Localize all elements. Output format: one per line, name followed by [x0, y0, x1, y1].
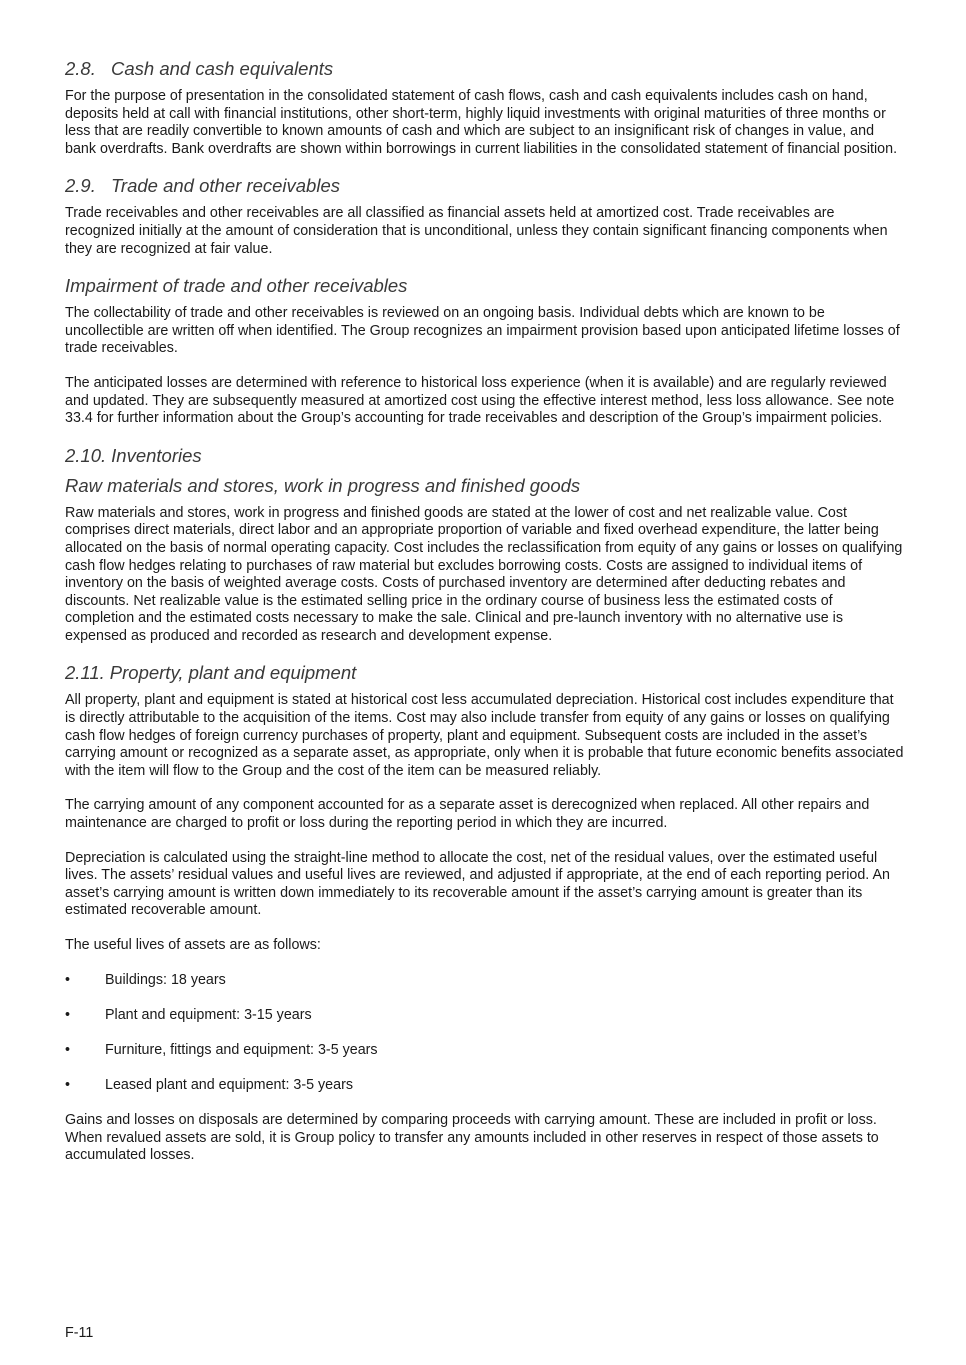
paragraph: All property, plant and equipment is stated at historical cost less accumulated depreciation. Historical cost includes expenditure that is directly attributable to the acquisition of the items. Cost may also include transfer from equity of any gains or losses on qualifying cash flow hedges of foreign currency purchases of property, plant and equipment. Subsequent costs are included in the asset’s carrying amount or recognized as a separate asset, as appropriate, only when it is probable that future economic benefits associated with the item will flow to the Group and the cost of the item can be measured reliably.	[65, 692, 904, 779]
list-item-text: Furniture, fittings and equipment: 3-5 years	[105, 1041, 378, 1058]
list-item-text: Buildings: 18 years	[105, 971, 226, 988]
subsection-title: Raw materials and stores, work in progress and finished goods	[65, 474, 581, 496]
heading-inventories	[65, 445, 905, 467]
bullet-icon: •	[65, 1076, 71, 1093]
subsection-title: Impairment of trade and other receivables	[65, 275, 408, 297]
section-number: 2.9.	[65, 175, 96, 197]
paragraph: Trade receivables and other receivables are all classified as financial assets held at amortized cost. Trade receivables are recognized initially at the amount of consideration that is unconditional, unless they contain significant financing components when they are recognized at fair value.	[65, 205, 888, 257]
paragraph: The collectability of trade and other receivables is reviewed on an ongoing basis. Individual debts which are known to be uncollectible are written off when identified. The Group recognizes an impairment provision based upon anticipated lifetime losses of trade receivables.	[65, 305, 900, 357]
page-number: F-11	[65, 1325, 94, 1341]
list-item	[65, 1042, 905, 1060]
paragraph: The carrying amount of any component accounted for as a separate asset is derecognized when replaced. All other repairs and maintenance are charged to profit or loss during the reporting period in which they are incurred.	[65, 797, 870, 832]
paragraph: The useful lives of assets are as follows:	[65, 937, 321, 953]
section-title: Trade and other receivables	[111, 175, 340, 197]
list-item	[65, 1077, 905, 1095]
list-item-text: Plant and equipment: 3-15 years	[105, 1006, 312, 1023]
useful-lives-list	[65, 972, 905, 1095]
section-title: Cash and cash equivalents	[111, 58, 334, 79]
heading-impairment	[65, 275, 905, 297]
list-item	[65, 1007, 905, 1025]
heading-raw-materials	[65, 475, 905, 497]
section-title: Inventories	[111, 444, 202, 466]
paragraph: Raw materials and stores, work in progress and finished goods are stated at the lower of cost and net realizable value. Cost comprises direct materials, direct labor and an appropriate proportion of variable and fixed overhead expenditure, the latter being allocated on the basis of normal operating capacity. Cost includes the reclassification from equity of any gains or losses on qualifying cash flow hedges relating to purchases of raw material but excludes borrowing costs. Costs are assigned to individual items of inventory on the basis of weighted average costs. Costs of purchased inventory are determined after deducting rebates and discounts. Net realizable value is the estimated selling price in the ordinary course of business less the estimated costs of completion and the estimated costs necessary to make the sale. Clinical and pre-launch inventory with no alternative use is expensed as produced and recorded as research and development expense.	[65, 504, 903, 644]
document-page	[65, 58, 905, 1182]
list-item-text: Leased plant and equipment: 3-5 years	[105, 1076, 353, 1093]
section-number: 2.8.	[65, 58, 96, 79]
paragraph: Gains and losses on disposals are determined by comparing proceeds with carrying amount. These are included in profit or loss. When revalued assets are sold, it is Group policy to transfer any amounts included in other reserves in respect of those assets to accumulated losses.	[65, 1111, 879, 1164]
paragraph: For the purpose of presentation in the consolidated statement of cash flows, cash and cash equivalents includes cash on hand, deposits held at call with financial institutions, other short-term, highly liquid investments with original maturities of three months or less that are readily convertible to known amounts of cash and which are subject to an insignificant risk of changes in value, and bank overdrafts. Bank overdrafts are shown within borrowings in current liabilities in the consolidated statement of financial position.	[65, 88, 898, 157]
bullet-icon: •	[65, 971, 71, 988]
bullet-icon: •	[65, 1006, 71, 1023]
section-number: 2.10.	[65, 444, 107, 466]
heading-trade-and-other-receivables	[65, 175, 905, 197]
heading-property-plant-equipment	[65, 662, 905, 684]
section-title: Property, plant and equipment	[109, 662, 357, 684]
list-item	[65, 972, 905, 990]
heading-cash-and-cash-equivalents	[65, 58, 905, 80]
bullet-icon: •	[65, 1041, 71, 1058]
paragraph: The anticipated losses are determined with reference to historical loss experience (when it is available) and are regularly reviewed and updated. They are subsequently measured at amortized cost using the effective interest method, less loss allowance. See note 33.4 for further information about the Group’s accounting for trade receivables and description of the Group’s impairment policies.	[65, 374, 895, 427]
paragraph: Depreciation is calculated using the straight-line method to allocate the cost, net of the residual values, over the estimated useful lives. The assets’ residual values and useful lives are reviewed, and adjusted if appropriate, at the end of each reporting period. An asset’s carrying amount is written down immediately to its recoverable amount if the asset’s carrying amount is greater than its estimated recoverable amount.	[65, 849, 890, 919]
section-number: 2.11.	[65, 662, 105, 684]
